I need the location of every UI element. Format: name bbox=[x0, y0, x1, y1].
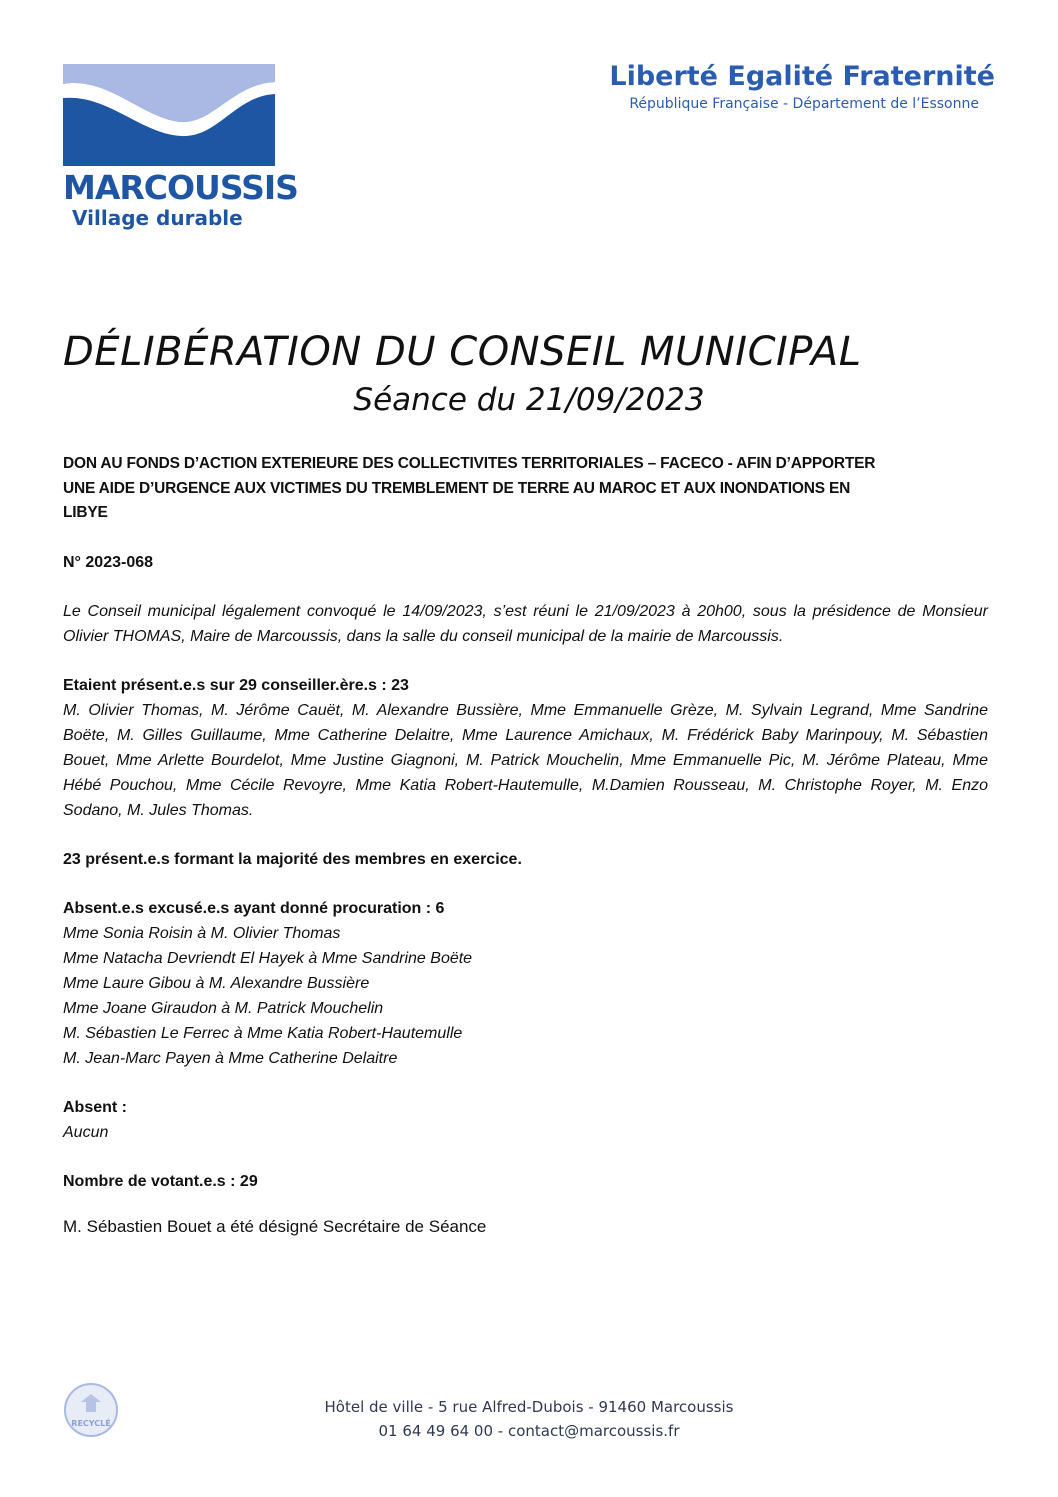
deliberation-object bbox=[63, 452, 988, 526]
footer-contact: 01 64 49 64 00 - contact@marcoussis.fr bbox=[378, 1422, 680, 1440]
absent-value: Aucun bbox=[63, 1123, 109, 1141]
absent-heading: Absent : bbox=[63, 1098, 127, 1116]
proxy-item: M. Jean-Marc Payen à Mme Catherine Delaitre bbox=[63, 1049, 398, 1067]
proxy-heading: Absent.e.s excusé.e.s ayant donné procuration : 6 bbox=[63, 899, 445, 917]
quorum-statement: 23 présent.e.s formant la majorité des membres en exercice. bbox=[63, 850, 522, 868]
republic-motto: Liberté Egalité Fraternité bbox=[609, 61, 995, 92]
proxy-item: Mme Sonia Roisin à M. Olivier Thomas bbox=[63, 924, 341, 942]
deliberation-body bbox=[63, 452, 988, 1239]
page-footer bbox=[0, 1395, 1058, 1443]
logo-name: MARCOUSSIS bbox=[63, 168, 298, 207]
present-list: M. Olivier Thomas, M. Jérôme Cauët, M. Alexandre Bussière, Mme Emmanuelle Grèze, M. Sylvain Legrand, Mme Sandrine Boëte, M. Gilles Guillaume, Mme Catherine Delaitre, Mme Laurence Amichaux, M. Frédérick Baby Marinpouy, M. Sébastien Bouet, Mme Arlette Bourdelot, Mme Justine Giagnoni, M. Patrick Mouchelin, Mme Emmanuelle Pic, M. Jérôme Plateau, Mme Hébé Pouchou, Mme Cécile Revoyre, Mme Katia Robert-Hautemulle, M.Damien Rousseau, M. Christophe Royer, M. Enzo Sodano, M. Jules Thomas. bbox=[63, 701, 988, 819]
present-heading: Etaient présent.e.s sur 29 conseiller.ère.s : 23 bbox=[63, 676, 409, 694]
republic-header bbox=[609, 60, 995, 114]
proxy-list bbox=[63, 921, 988, 1071]
footer-address: Hôtel de ville - 5 rue Alfred-Dubois - 91460 Marcoussis bbox=[324, 1398, 734, 1416]
object-line: UNE AIDE D’URGENCE AUX VICTIMES DU TREMBLEMENT DE TERRE AU MAROC ET AUX INONDATIONS EN bbox=[63, 479, 851, 497]
document-title: DÉLIBÉRATION DU CONSEIL MUNICIPAL bbox=[63, 329, 862, 375]
proxy-item: Mme Natacha Devriendt El Hayek à Mme Sandrine Boëte bbox=[63, 949, 473, 967]
marcoussis-logo bbox=[63, 64, 298, 230]
session-date: Séance du 21/09/2023 bbox=[353, 382, 705, 418]
object-line: LIBYE bbox=[63, 504, 108, 521]
wave-emblem-icon bbox=[63, 64, 275, 166]
logo-tagline: Village durable bbox=[72, 206, 243, 230]
svg-text:RECYCLÉ: RECYCLÉ bbox=[71, 1419, 111, 1428]
deliberation-number: N° 2023-068 bbox=[63, 553, 154, 571]
republic-subtitle: République Française - Département de l’Essonne bbox=[629, 96, 979, 112]
proxy-item: Mme Joane Giraudon à M. Patrick Mouchelin bbox=[63, 999, 384, 1017]
secretary-statement: M. Sébastien Bouet a été désigné Secrétaire de Séance bbox=[63, 1216, 487, 1236]
proxy-item: Mme Laure Gibou à M. Alexandre Bussière bbox=[63, 974, 370, 992]
session-intro: Le Conseil municipal légalement convoqué le 14/09/2023, s’est réuni le 21/09/2023 à 20h00, sous la présidence de Monsieur Olivier THOMAS, Maire de Marcoussis, dans la salle du conseil municipal de la mairie de Marcoussis. bbox=[63, 602, 988, 645]
voters-count: Nombre de votant.e.s : 29 bbox=[63, 1172, 258, 1190]
object-line: DON AU FONDS D’ACTION EXTERIEURE DES COLLECTIVITES TERRITORIALES – FACECO - AFIN D’APPORTER bbox=[63, 455, 876, 472]
proxy-item: M. Sébastien Le Ferrec à Mme Katia Robert-Hautemulle bbox=[63, 1024, 463, 1042]
